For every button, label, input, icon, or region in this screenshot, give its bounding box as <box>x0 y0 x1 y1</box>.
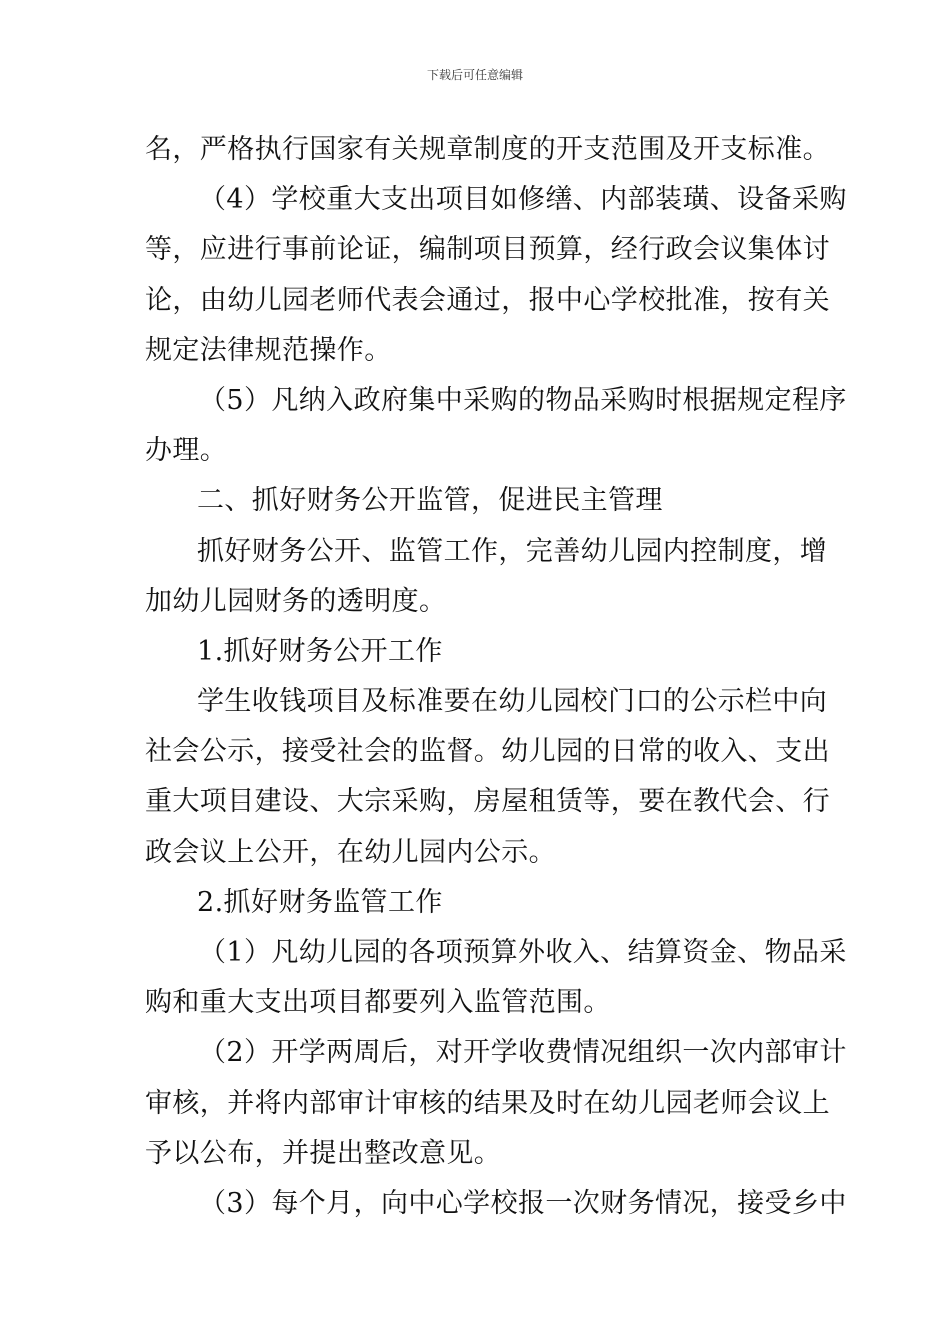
text-line: （1）凡幼儿园的各项预算外收入、结算资金、物品采 <box>199 937 847 968</box>
text-line: 学生收钱项目及标准要在幼儿园校门口的公示栏中向 <box>197 686 828 718</box>
subsection-heading: 1.抓好财务公开工作 <box>197 635 443 667</box>
text-line: 加幼儿园财务的透明度。 <box>145 585 447 617</box>
text-line: （4）学校重大支出项目如修缮、内部装璜、设备采购 <box>199 184 847 216</box>
section-heading: 二、抓好财务公开监管，促进民主管理 <box>197 485 663 517</box>
text-line: （3）每个月，向中心学校报一次财务情况，接受乡中 <box>199 1187 847 1219</box>
text-line: 名，严格执行国家有关规章制度的开支范围及开支标准。 <box>145 134 830 165</box>
text-line: 规定法律规范操作。 <box>145 334 392 366</box>
text-line: 重大项目建设、大宗采购，房屋租赁等，要在教代会、行 <box>145 786 830 818</box>
page-header: 下载后可任意编辑 <box>426 68 523 82</box>
text-line: 社会公示，接受社会的监督。幼儿园的日常的收入、支出 <box>145 736 830 768</box>
document-body <box>145 125 847 1229</box>
text-line: （2）开学两周后，对开学收费情况组织一次内部审计 <box>199 1037 847 1069</box>
text-line: 办理。 <box>145 435 228 467</box>
text-line: 购和重大支出项目都要列入监管范围。 <box>145 987 611 1019</box>
text-line: 抓好财务公开、监管工作，完善幼儿园内控制度，增 <box>197 535 828 567</box>
text-line: 审核，并将内部审计审核的结果及时在幼儿园老师会议上 <box>145 1087 830 1119</box>
subsection-heading: 2.抓好财务监管工作 <box>197 886 443 918</box>
text-line: 论，由幼儿园老师代表会通过，报中心学校批准，按有关 <box>145 284 830 316</box>
text-line: （5）凡纳入政府集中采购的物品采购时根据规定程序 <box>199 384 847 416</box>
text-line: 予以公布，并提出整改意见。 <box>145 1137 502 1169</box>
text-line: 等，应进行事前论证，编制项目预算，经行政会议集体讨 <box>145 234 830 266</box>
text-line: 政会议上公开，在幼儿园内公示。 <box>145 836 556 868</box>
